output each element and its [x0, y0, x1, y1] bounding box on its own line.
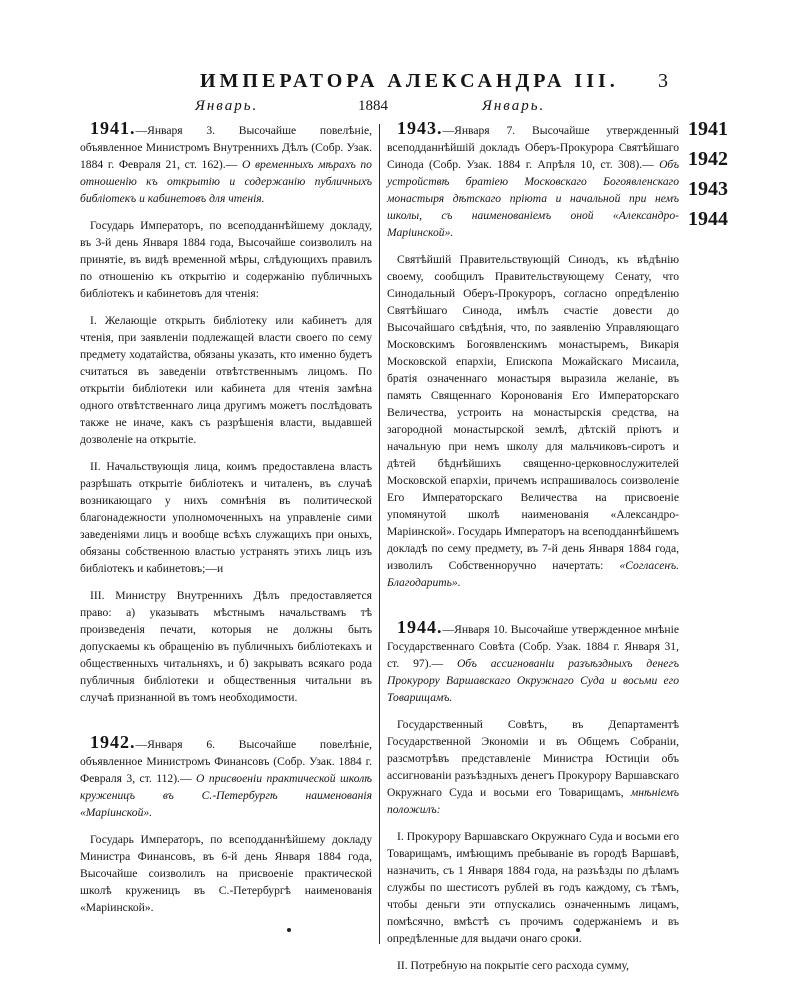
paragraph [387, 251, 679, 591]
entry-subject: Объ ассигнованіи разъѣздныхъ денегъ Прокурору Варшавскаго Окружнаго Суда и восьми его Товарищамъ. [387, 657, 679, 704]
paragraph [387, 716, 679, 818]
entry-heading: —Января 10. Высочайше утвержденное мнѣніе Государственнаго Совѣта [387, 623, 679, 653]
page-number: 3 [658, 70, 668, 92]
entry-citation: (Собр. Узак. 1884 г. Февраля 21, ст. 162).— [80, 141, 372, 171]
entry-number: 1941. [90, 118, 136, 138]
paragraph: II. Начальствующія лица, коимъ предоставлена власть разрѣшать открытіе библіотекъ и читаленъ, въ случаѣ возникающаго у нихъ сомнѣнія въ политической благонадежности уполномоченныхъ на управленіе сими заведеніями лицъ и вообще всѣхъ служащихъ при оныхъ, обязаны собственною властью устранять этихъ лицъ изъ библіотекъ и кабинетовъ;—и [80, 460, 372, 575]
entry-subject: Объ устройствѣ братіею Московскаго Богоявленскаго монастыря дѣтскаго пріюта и начальной при немъ школы, съ наименованіемъ оной «Александро-Маріинской». [387, 158, 679, 239]
entry-citation: (Собр. Узак. 1884 г. Февраля 3, ст. 112).— [80, 755, 372, 785]
entry-citation: (Собр. Узак. 1884 г. Апрѣля 10, ст. 308).— [429, 158, 654, 171]
paragraph-text: Святѣйшій Правительствующій Синодъ, къ вѣдѣнію своему, сообщилъ Правительствующему Сенату, что Синодальный Оберъ-Прокуроръ, согласно опредѣленію Святѣйшаго Синода, имѣлъ счастіе довести до Высочайшаго свѣдѣнія, что, по заявленію Управляющаго Московскимъ Богоявленскимъ монастыремъ, Викарія Московской епархіи, Епископа Можайскаго Мисаила, братія означеннаго монастыря выразила желаніе, въ память Священнаго Коронованія Его Императорскаго Величества, устроить на монастырскія средства, на загородной монастырской землѣ, дѣтскій пріютъ и начальную при немъ школу для мальчиковъ-сиротъ и дѣтей бѣднѣйшихъ священно-церковнослужителей Московской епархіи, причемъ испрашивалось соизволеніе Его Императорскаго Величества на присвоеніе упомянутой школѣ наименованія «Александро-Маріинской». Государь Императоръ на всеподданнѣйшемъ докладѣ по сему предмету, въ 7-й день Января 1884 года, изволилъ Собственноручно начертать: [387, 253, 679, 572]
paragraph: Государь Императоръ, по всеподданнѣйшему докладу, въ 3-й день Января 1884 года, Высочайше соизволилъ на принятіе, въ видѣ временной мѣры, слѣдующихъ правилъ по отношенію къ открытію и содержанію публичныхъ библіотекъ и кабинетовъ для чтенія: [80, 219, 372, 300]
left-column [80, 120, 372, 926]
margin-number-1943: 1943 [688, 178, 728, 200]
paragraph: I. Желающіе открыть библіотеку или кабинетъ для чтенія, при заявленіи подлежащей власти своего по сему предмету ходатайства, обязаны указать, кто именно будетъ считаться въ заведеніи отвѣтственнымъ лицомъ. По открытіи библіотеки или кабинета для чтенія замѣна одного отвѣтственнаго лица другимъ можетъ послѣдовать также не иначе, какъ съ разрѣшенія власти, выдавшей дозволеніе на открытіе. [80, 314, 372, 446]
paragraph: III. Министру Внутреннихъ Дѣлъ предоставляется право: а) указывать мѣстнымъ начальствамъ тѣ произведенія печати, которыя не должны быть допускаемы къ обращенію въ публичныхъ библіотекахъ и общественныхъ читальняхъ, и б) закрывать всякаго рода публичныя библіотеки и общественныя читальни въ случаѣ признанной въ томъ необходимости. [80, 589, 372, 704]
closing-quote: «Согласенъ. Благодарить». [387, 559, 680, 589]
entry-1941 [80, 120, 372, 706]
entry-head [387, 120, 679, 241]
entry-1942 [80, 734, 372, 916]
paragraph-text: Государственный Совѣтъ, въ Департаментѣ Государственной Экономіи и въ Общемъ Собраніи, разсмотрѣвъ представленіе Министра Юстиціи объ ассигнованіи разъѣздныхъ денегъ Прокурору Варшавскаго Окружнаго Суда и восьми его Товарищамъ, [387, 718, 679, 799]
entry-heading: —Января 6. Высочайше повелѣніе, объявленное Министромъ Финансовъ [80, 738, 372, 768]
entry-citation: (Собр. Узак. 1884 г. Января 31, ст. 97).— [387, 640, 680, 670]
header-title: ИМПЕРАТОРА АЛЕКСАНДРА III. [200, 70, 619, 92]
entry-subject: О присвоеніи практической школѣ круженицъ въ С.-Петербургѣ наименованія «Маріинской». [80, 772, 372, 819]
entry-head [387, 619, 679, 706]
right-month-heading: Январь. [482, 98, 546, 114]
entry-head [80, 734, 372, 821]
right-column [387, 120, 679, 984]
left-month-heading: Январь. [195, 98, 259, 114]
column-divider [379, 124, 380, 944]
page-header [60, 70, 690, 98]
margin-number-1944: 1944 [688, 208, 728, 230]
entry-number: 1944. [397, 617, 443, 637]
entry-heading: —Января 3. Высочайше повелѣніе, объявленное Министромъ Внутреннихъ Дѣлъ [80, 124, 372, 154]
margin-number-1941: 1941 [688, 118, 728, 140]
year-heading: 1884 [358, 98, 388, 114]
paragraph: I. Прокурору Варшавскаго Окружнаго Суда и восьми его Товарищамъ, имѣющимъ пребываніе въ городѣ Варшавѣ, назначить, съ 1 Января 1884 года, на разъѣзды по дѣламъ службы по шестисотъ рублей въ годъ каждому, съ тѣмъ, чтобы деньги эти отпускались означеннымъ лицамъ, помѣсячно, вмѣстѣ съ прочимъ содержаніемъ и въ опредѣленные для выдачи онаго сроки. [387, 830, 679, 945]
paragraph: Государь Императоръ, по всеподданнѣйшему докладу Министра Финансовъ, въ 6-й день Января 1884 года, Высочайше соизволилъ на присвоеніе практической школѣ круженицъ въ С.-Петербургѣ наименованія «Маріинской». [80, 833, 372, 914]
entry-subject: О временныхъ мѣрахъ по отношенію къ открытію и содержанію публичныхъ библіотекъ и кабинетовъ для чтенія. [80, 158, 372, 205]
margin-number-1942: 1942 [688, 148, 728, 170]
entry-number: 1942. [90, 732, 136, 752]
entry-heading: —Января 7. Высочайше утвержденный всеподданнѣйшій докладъ Оберъ-Прокурора Святѣйшаго Синода [387, 124, 679, 171]
entry-1944 [387, 619, 679, 974]
entry-head [80, 120, 372, 207]
paragraph: II. Потребную на покрытіе сего расхода сумму, [397, 959, 630, 972]
entry-1943 [387, 120, 679, 591]
entry-number: 1943. [397, 118, 443, 138]
print-mark [576, 928, 580, 932]
print-mark [287, 928, 291, 932]
resolution-phrase: мнѣніемъ положилъ: [387, 786, 680, 816]
